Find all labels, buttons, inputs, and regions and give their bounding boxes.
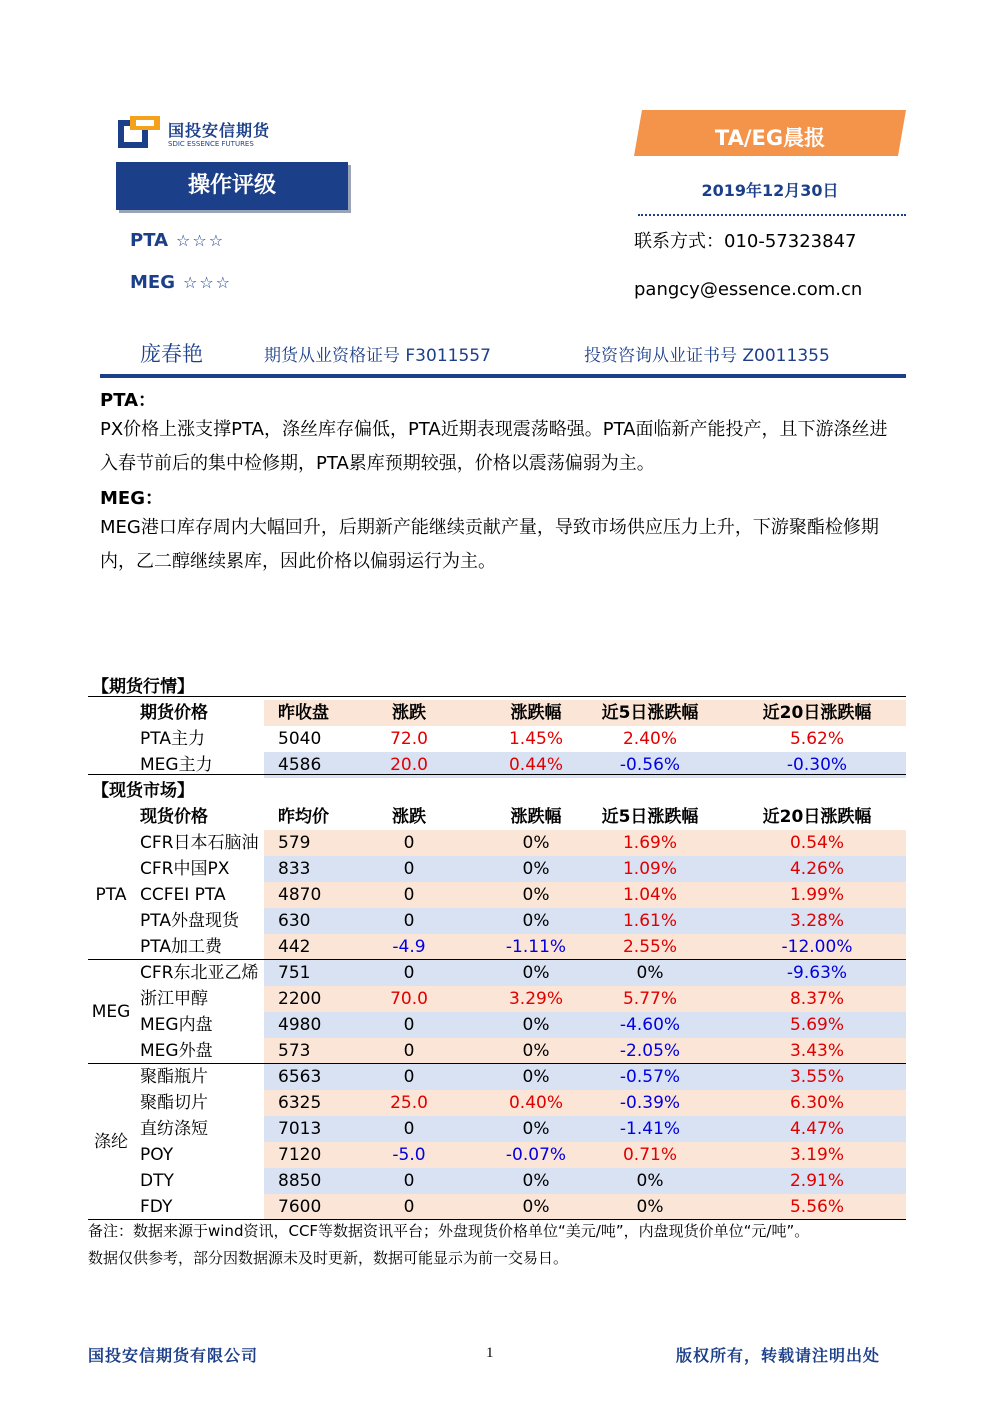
logo-mark-icon [118, 116, 160, 150]
report-date: 2019年12月30日 [701, 181, 839, 200]
table-row [88, 1142, 906, 1168]
footer-company: 国投安信期货有限公司 [88, 1346, 259, 1365]
report-banner [634, 110, 906, 156]
col-header-pct: 涨跌幅 [510, 807, 562, 827]
note-line-1: 备注：数据来源于wind资讯，CCF等数据资讯平台；外盘现货价格单位“美元/吨”，内盘现货价单位“元/吨”。 [88, 1222, 810, 1240]
cell-d20: 3.55% [789, 1067, 844, 1087]
meg-paragraph: MEG港口库存周内大幅回升，后期新产能继续贡献产量，导致市场供应压力上升，下游聚酯检修期内，乙二醇继续累库，因此价格以偏弱运行为主。 [100, 517, 879, 572]
group-label: 涤纶 [94, 1132, 128, 1152]
cell-chg: 0 [403, 1119, 415, 1139]
cell-d20: 3.28% [789, 911, 844, 931]
cell-name: PTA加工费 [140, 937, 222, 957]
contact-email[interactable]: pangcy@essence.com.cn [634, 279, 863, 300]
cell-pct: 0.44% [508, 755, 563, 775]
cell-prev: 442 [278, 937, 311, 957]
cell-pct: 3.29% [508, 989, 563, 1009]
cell-prev: 7600 [278, 1197, 322, 1217]
spot-group [88, 960, 906, 1064]
cell-pct: 0% [522, 1015, 550, 1035]
futures-section-title: 【期货行情】 [92, 677, 194, 697]
table-row [88, 882, 906, 908]
pta-paragraph: PX价格上涨支撑PTA，涤丝库存偏低，PTA近期表现震荡略强。PTA面临新产能投产，且下游涤丝进入春节前后的集中检修期，PTA累库预期较强，价格以震荡偏弱为主。 [100, 419, 888, 474]
cell-d5: 0.71% [622, 1145, 677, 1165]
cell-d5: -2.05% [619, 1041, 681, 1061]
col-header-name: 期货价格 [140, 703, 208, 723]
rating-pta [130, 230, 225, 251]
cell-d5: 5.77% [622, 989, 677, 1009]
rating-title: 操作评级 [116, 162, 348, 210]
cell-name: 聚酯瓶片 [140, 1067, 208, 1087]
cell-prev: 573 [278, 1041, 311, 1061]
col-header-pct: 涨跌幅 [510, 703, 562, 723]
note-line-2: 数据仅供参考，部分因数据源未及时更新，数据可能显示为前一交易日。 [88, 1249, 569, 1267]
cell-prev: 630 [278, 911, 311, 931]
cell-name: MEG主力 [140, 755, 213, 775]
cell-pct: 0% [522, 1119, 550, 1139]
col-header-name: 现货价格 [140, 807, 208, 827]
futures-header-row [88, 700, 906, 726]
futures-cert: 期货从业资格证号 F3011557 [264, 346, 491, 366]
rating-name: MEG [130, 272, 175, 293]
spot-group [88, 1064, 906, 1220]
cell-d20: 5.56% [789, 1197, 844, 1217]
dotted-divider [638, 214, 906, 216]
cell-name: MEG内盘 [140, 1015, 213, 1035]
cell-chg: 0 [403, 833, 415, 853]
cell-chg: 0 [403, 1197, 415, 1217]
cell-d5: -0.56% [619, 755, 681, 775]
cell-prev: 7013 [278, 1119, 322, 1139]
cell-d5: 1.04% [622, 885, 677, 905]
cell-d20: 6.30% [789, 1093, 844, 1113]
star-rating-icon: ☆☆☆ [182, 273, 233, 292]
cell-prev: 579 [278, 833, 311, 853]
cell-pct: 0% [522, 911, 550, 931]
cell-chg: 25.0 [390, 1093, 428, 1113]
cell-d5: -4.60% [619, 1015, 681, 1035]
cell-d20: 5.62% [789, 729, 844, 749]
cell-prev: 751 [278, 963, 311, 983]
cell-d20: 1.99% [789, 885, 844, 905]
cell-chg: 0 [403, 911, 415, 931]
table-rule [88, 1063, 906, 1064]
cell-name: PTA主力 [140, 729, 205, 749]
author-divider [100, 374, 906, 378]
table-rule [88, 696, 906, 697]
cell-pct: 0% [522, 833, 550, 853]
cell-chg: 0 [403, 1067, 415, 1087]
cell-d5: 0% [636, 963, 664, 983]
cell-d5: 1.09% [622, 859, 677, 879]
cell-d20: 5.69% [789, 1015, 844, 1035]
footer-rights: 版权所有，转载请注明出处 [676, 1346, 881, 1365]
meg-heading: MEG： [100, 488, 163, 509]
spot-section-title: 【现货市场】 [92, 781, 194, 801]
group-label: PTA [95, 885, 127, 905]
spot-body [88, 830, 906, 1220]
cell-prev: 6325 [278, 1093, 322, 1113]
cell-pct: 0.40% [508, 1093, 563, 1113]
cell-d20: 4.47% [789, 1119, 844, 1139]
market-table [88, 674, 906, 1220]
cell-d20: 0.54% [789, 833, 844, 853]
cell-chg: 72.0 [390, 729, 428, 749]
cell-name: CFR中国PX [140, 859, 230, 879]
cell-chg: 70.0 [390, 989, 428, 1009]
col-header-chg: 涨跌 [392, 703, 426, 723]
cell-d20: -0.30% [786, 755, 848, 775]
cell-chg: -5.0 [392, 1145, 426, 1165]
cell-d5: 1.61% [622, 911, 677, 931]
banner-title: TA/EG晨报 [714, 126, 826, 150]
table-row [88, 1116, 906, 1142]
col-header-d5: 近5日涨跌幅 [601, 807, 699, 827]
cell-d5: 0% [636, 1197, 664, 1217]
cell-d5: -1.41% [619, 1119, 681, 1139]
col-header-d5: 近5日涨跌幅 [601, 703, 699, 723]
table-row [88, 1090, 906, 1116]
cell-chg: 0 [403, 1041, 415, 1061]
cell-name: CFR日本石脑油 [140, 833, 259, 853]
cell-prev: 4870 [278, 885, 322, 905]
col-header-prev: 昨均价 [278, 807, 329, 827]
cell-d20: 4.26% [789, 859, 844, 879]
cell-pct: -0.07% [505, 1145, 567, 1165]
company-logo [118, 114, 318, 154]
cell-prev: 2200 [278, 989, 322, 1009]
cell-pct: 0% [522, 1197, 550, 1217]
cell-name: FDY [140, 1197, 173, 1217]
cell-prev: 5040 [278, 729, 322, 749]
advisory-cert: 投资咨询从业证书号 Z0011355 [584, 346, 830, 366]
contact-phone: 联系方式：010-57323847 [634, 231, 857, 252]
cell-prev: 6563 [278, 1067, 322, 1087]
table-rule [88, 959, 906, 960]
cell-name: CFR东北亚乙烯 [140, 963, 259, 983]
cell-chg: 0 [403, 963, 415, 983]
pta-heading: PTA： [100, 390, 157, 411]
table-row [88, 856, 906, 882]
table-row [88, 908, 906, 934]
cell-name: DTY [140, 1171, 174, 1191]
cell-chg: 0 [403, 1171, 415, 1191]
cell-d20: 3.43% [789, 1041, 844, 1061]
cell-prev: 8850 [278, 1171, 322, 1191]
col-header-chg: 涨跌 [392, 807, 426, 827]
cell-prev: 4586 [278, 755, 322, 775]
cell-d5: -0.57% [619, 1067, 681, 1087]
cell-d20: -12.00% [781, 937, 853, 957]
table-row [88, 1012, 906, 1038]
cell-prev: 4980 [278, 1015, 322, 1035]
group-label: MEG [91, 1002, 131, 1022]
cell-prev: 7120 [278, 1145, 322, 1165]
page-number: 1 [486, 1345, 494, 1361]
cell-d5: 0% [636, 1171, 664, 1191]
col-header-d20: 近20日涨跌幅 [762, 703, 872, 723]
cell-d5: -0.39% [619, 1093, 681, 1113]
cell-name: 聚酯切片 [140, 1093, 208, 1113]
futures-body [88, 726, 906, 778]
cell-d20: 3.19% [789, 1145, 844, 1165]
cell-chg: 20.0 [390, 755, 428, 775]
col-header-prev: 昨收盘 [278, 703, 329, 723]
table-row [88, 830, 906, 856]
cell-name: PTA外盘现货 [140, 911, 239, 931]
spot-section-title-row [88, 778, 906, 804]
cell-d5: 1.69% [622, 833, 677, 853]
cell-d20: 8.37% [789, 989, 844, 1009]
table-row [88, 986, 906, 1012]
table-row [88, 1168, 906, 1194]
logo-text-en: SDIC ESSENCE FUTURES [168, 140, 254, 148]
cell-pct: 0% [522, 885, 550, 905]
cell-chg: -4.9 [392, 937, 426, 957]
spot-group [88, 830, 906, 960]
cell-d20: 2.91% [789, 1171, 844, 1191]
cell-pct: 0% [522, 963, 550, 983]
table-row [88, 1038, 906, 1064]
cell-chg: 0 [403, 885, 415, 905]
logo-text-cn: 国投安信期货 [168, 121, 271, 140]
table-row [88, 726, 906, 752]
cell-d20: -9.63% [786, 963, 848, 983]
table-rule [88, 774, 906, 775]
table-row [88, 960, 906, 986]
star-rating-icon: ☆☆☆ [176, 231, 226, 250]
cell-name: POY [140, 1145, 174, 1165]
col-header-d20: 近20日涨跌幅 [762, 807, 872, 827]
rating-name: PTA [130, 230, 169, 251]
spot-header-row [88, 804, 906, 830]
cell-prev: 833 [278, 859, 311, 879]
table-row [88, 1064, 906, 1090]
cell-pct: -1.11% [505, 937, 567, 957]
cell-pct: 0% [522, 859, 550, 879]
cell-chg: 0 [403, 1015, 415, 1035]
cell-name: MEG外盘 [140, 1041, 213, 1061]
table-note [88, 1218, 908, 1272]
table-row [88, 1194, 906, 1220]
cell-pct: 0% [522, 1041, 550, 1061]
table-row [88, 934, 906, 960]
cell-chg: 0 [403, 859, 415, 879]
cell-d5: 2.40% [622, 729, 677, 749]
author-name: 庞春艳 [140, 342, 203, 366]
cell-pct: 1.45% [508, 729, 563, 749]
cell-pct: 0% [522, 1067, 550, 1087]
cell-name: CCFEI PTA [140, 885, 226, 905]
cell-name: 直纺涤短 [140, 1119, 208, 1139]
rating-meg [130, 272, 232, 293]
cell-pct: 0% [522, 1171, 550, 1191]
cell-name: 浙江甲醇 [140, 989, 208, 1009]
cell-d5: 2.55% [622, 937, 677, 957]
